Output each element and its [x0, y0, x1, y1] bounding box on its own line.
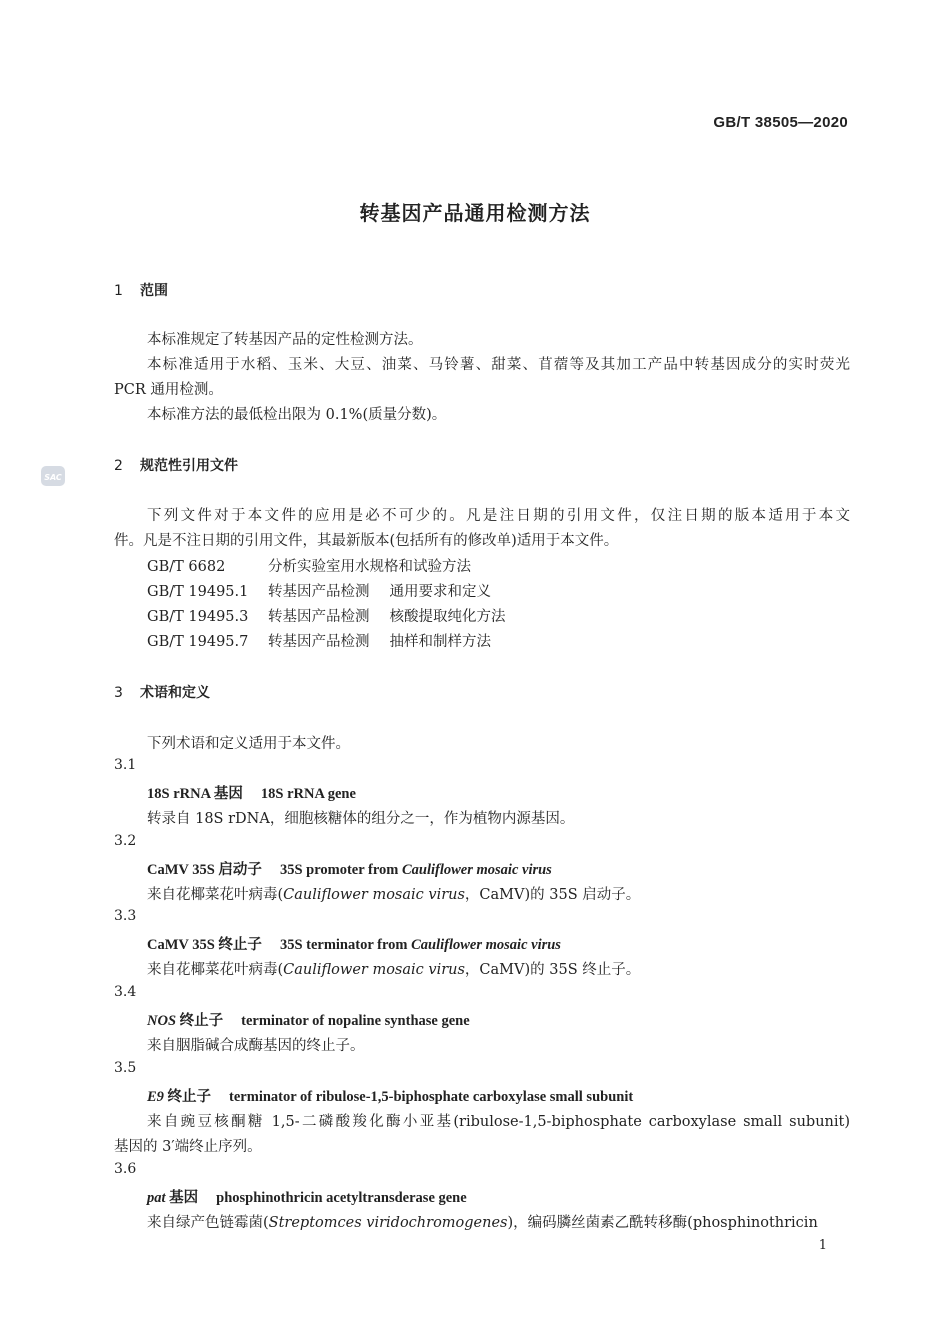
- paragraph-line: 件。凡是不注日期的引用文件，其最新版本(包括所有的修改单)适用于本文件。: [114, 533, 619, 549]
- section-2-heading: [114, 455, 238, 475]
- term-cn: 基因: [169, 1190, 199, 1206]
- term-cn-italic: pat: [147, 1190, 166, 1206]
- paragraph-line: PCR 通用检测。: [114, 382, 223, 398]
- term-cn: 终止子: [179, 1013, 224, 1029]
- section-number: 1: [114, 283, 123, 299]
- page-number: 1: [818, 1238, 827, 1253]
- term-definition-line: 基因的 3′端终止序列。: [114, 1139, 262, 1155]
- term-number: 3.3: [114, 908, 137, 924]
- reference-name: 转基因产品检测: [268, 634, 370, 650]
- term-cn: CaMV 35S 启动子: [147, 862, 262, 878]
- paragraph: 下列术语和定义适用于本文件。: [147, 736, 350, 752]
- term-number: 3.5: [114, 1060, 137, 1076]
- definition-text: ，CaMV)的 35S 启动子。: [464, 887, 641, 903]
- reference-item: [147, 555, 471, 576]
- term-en-italic: Cauliflower mosaic virus: [401, 862, 552, 878]
- definition-text: ，CaMV)的 35S 终止子。: [464, 962, 641, 978]
- sac-watermark-logo: [40, 465, 66, 487]
- term-cn: 18S rRNA 基因: [147, 786, 243, 802]
- term-definition: [147, 958, 640, 979]
- reference-subtitle: 抽样和制样方法: [389, 634, 491, 650]
- reference-name: 转基因产品检测: [268, 584, 370, 600]
- reference-item: [147, 605, 506, 626]
- definition-text: 来自绿产色链霉菌(: [147, 1215, 269, 1231]
- term-heading: [147, 782, 356, 803]
- reference-name: 转基因产品检测: [268, 609, 370, 625]
- reference-subtitle: 核酸提取纯化方法: [389, 609, 506, 625]
- term-definition: [147, 1211, 850, 1232]
- reference-name: 分析实验室用水规格和试验方法: [268, 559, 471, 575]
- section-1-heading: [114, 280, 168, 300]
- paragraph: 本标准方法的最低检出限为 0.1%(质量分数)。: [147, 407, 447, 423]
- section-title: 规范性引用文件: [140, 458, 238, 474]
- section-number: 3: [114, 685, 123, 701]
- term-en: 35S promoter from: [279, 862, 399, 878]
- definition-italic: Streptomces viridochromogenes: [268, 1215, 508, 1231]
- section-3-heading: [114, 682, 210, 702]
- paragraph-line: 本标准适用于水稻、玉米、大豆、油菜、马铃薯、甜菜、苜蓿等及其加工产品中转基因成分的实时荧光: [147, 357, 850, 373]
- term-number: 3.1: [114, 757, 137, 773]
- document-title: 转基因产品通用检测方法: [359, 201, 591, 225]
- term-heading: [147, 1085, 633, 1106]
- term-cn: CaMV 35S 终止子: [147, 937, 262, 953]
- reference-subtitle: 通用要求和定义: [389, 584, 491, 600]
- term-definition: 转录自 18S rDNA，细胞核糖体的组分之一，作为植物内源基因。: [147, 811, 575, 827]
- term-definition: 来自胭脂碱合成酶基因的终止子。: [147, 1038, 365, 1054]
- term-en: terminator of nopaline synthase gene: [241, 1013, 470, 1029]
- term-en: phosphinothricin acetyltransderase gene: [216, 1190, 467, 1206]
- term-number: 3.6: [114, 1161, 137, 1177]
- definition-italic: Cauliflower mosaic virus: [283, 887, 465, 903]
- term-cn-italic: NOS: [147, 1013, 177, 1029]
- reference-code: GB/T 19495.7: [147, 634, 249, 650]
- term-heading: [147, 1009, 470, 1030]
- term-definition-line: 来自豌豆核酮糖 1,5-二磷酸羧化酶小亚基(ribulose-1,5-biphosphate carboxylase small subunit): [147, 1114, 850, 1130]
- term-heading: [147, 858, 552, 879]
- reference-code: GB/T 19495.3: [147, 609, 249, 625]
- definition-text: 来自花椰菜花叶病毒(: [147, 887, 284, 903]
- section-title: 范围: [140, 283, 168, 299]
- standard-number: GB/T 38505—2020: [713, 114, 848, 131]
- term-en-italic: Cauliflower mosaic virus: [411, 937, 561, 953]
- definition-italic: Cauliflower mosaic virus: [283, 962, 465, 978]
- svg-text:SAC: SAC: [44, 473, 62, 482]
- term-en: 35S terminator from: [279, 937, 408, 953]
- reference-item: [147, 630, 491, 651]
- term-cn: 终止子: [167, 1089, 212, 1105]
- paragraph: 本标准规定了转基因产品的定性检测方法。: [147, 332, 423, 348]
- reference-code: GB/T 6682: [147, 559, 226, 575]
- reference-code: GB/T 19495.1: [147, 584, 249, 600]
- term-en: terminator of ribulose-1,5-biphosphate carboxylase small subunit: [229, 1089, 634, 1105]
- reference-item: [147, 580, 491, 601]
- term-heading: [147, 933, 561, 954]
- term-en: 18S rRNA gene: [260, 786, 356, 802]
- section-title: 术语和定义: [140, 685, 210, 701]
- term-cn-italic: E9: [147, 1089, 164, 1105]
- term-number: 3.4: [114, 984, 137, 1000]
- paragraph-line: 下列文件对于本文件的应用是必不可少的。凡是注日期的引用文件，仅注日期的版本适用于本文: [147, 508, 850, 524]
- definition-text: )，编码膦丝菌素乙酰转移酶(phosphinothricin: [507, 1215, 818, 1231]
- section-number: 2: [114, 458, 123, 474]
- term-number: 3.2: [114, 833, 137, 849]
- term-heading: [147, 1186, 467, 1207]
- definition-text: 来自花椰菜花叶病毒(: [147, 962, 284, 978]
- term-definition: [147, 883, 640, 904]
